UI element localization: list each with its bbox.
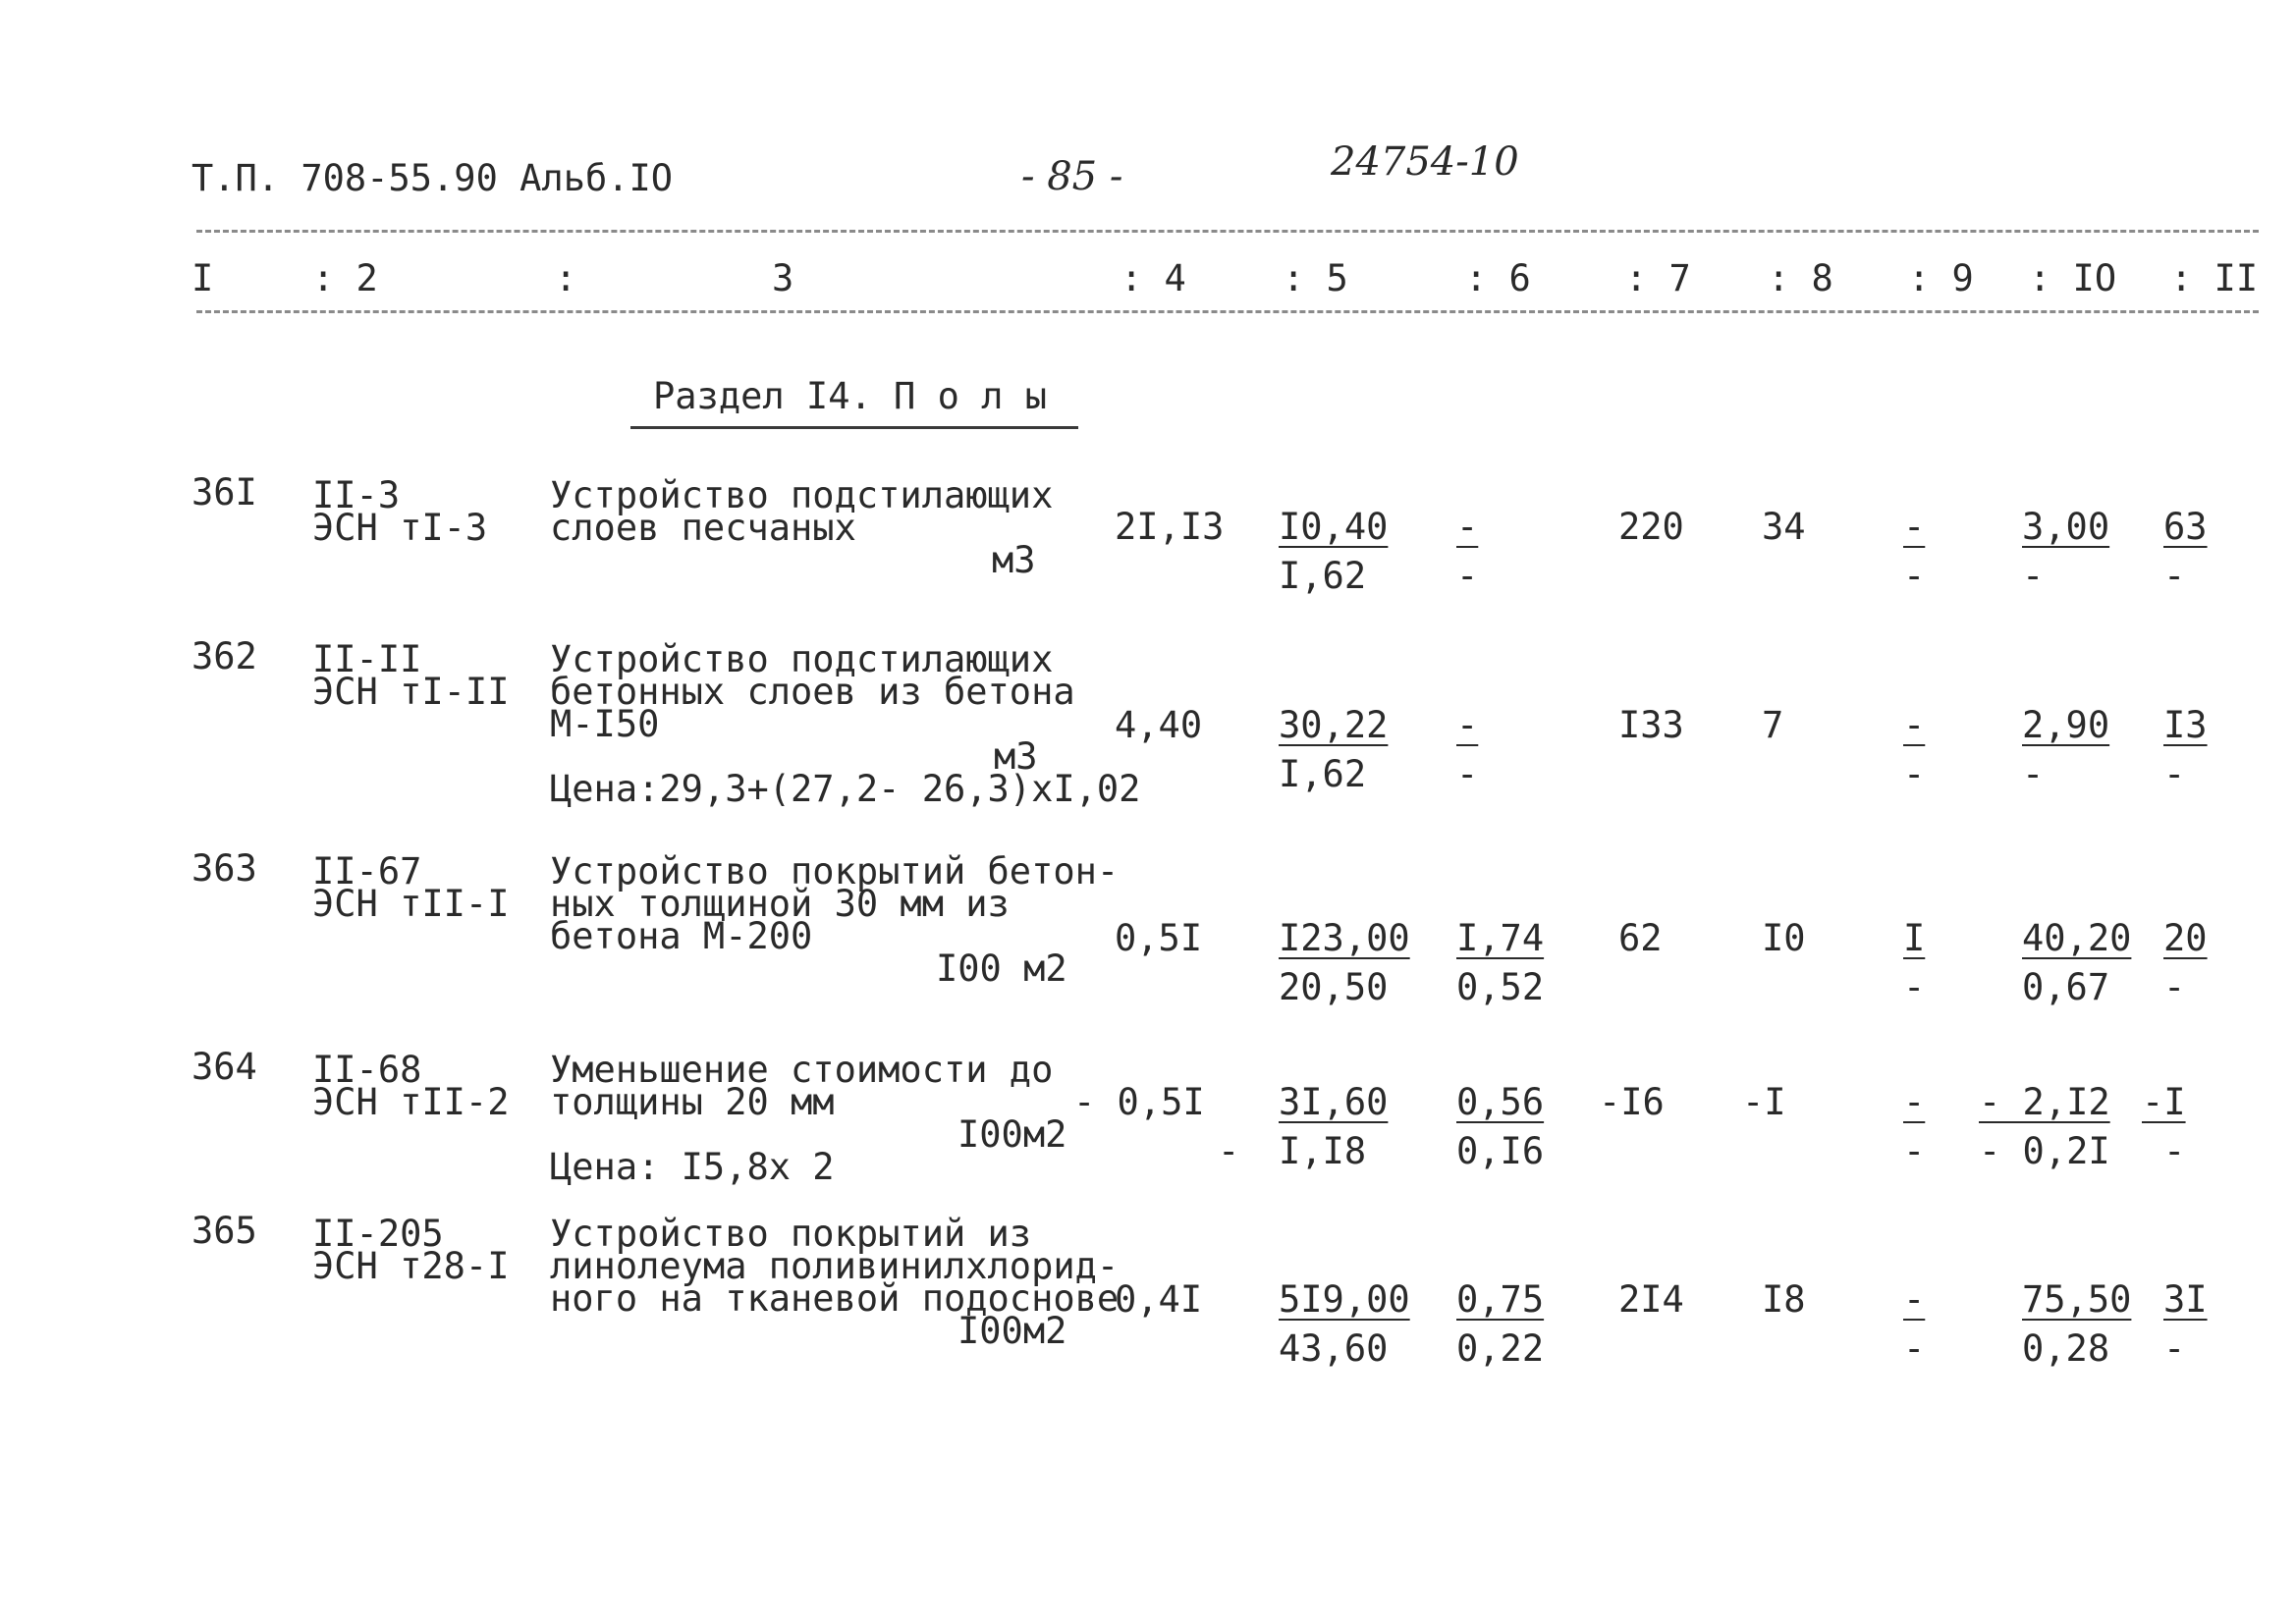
norm-code: II-II xyxy=(312,638,422,680)
column-number: : 7 xyxy=(1625,257,1691,299)
column-8: I8 xyxy=(1762,1278,1806,1321)
norm-catalog-code: ЭСН тII-I xyxy=(312,883,510,925)
column-number: : IO xyxy=(2029,257,2117,299)
column-number: : 8 xyxy=(1768,257,1833,299)
norm-code: II-3 xyxy=(312,474,401,516)
work-description-line: Устройство покрытий из xyxy=(550,1213,1032,1255)
column-6-top: 0,56 xyxy=(1456,1081,1545,1123)
norm-catalog-code: ЭСН тII-2 xyxy=(312,1081,510,1123)
column-11-top: -I xyxy=(2142,1081,2186,1123)
work-description-line: линолеума поливинилхлорид- xyxy=(550,1245,1120,1287)
quantity: 4,40 xyxy=(1115,704,1203,746)
column-10-bottom: 0,28 xyxy=(2022,1327,2110,1370)
column-11-top: 63 xyxy=(2163,506,2208,548)
column-8: 34 xyxy=(1762,506,1806,548)
unit-of-measure: м3 xyxy=(994,735,1038,778)
work-description-line: слоев песчаных xyxy=(550,507,856,549)
quantity: 2I,I3 xyxy=(1115,506,1225,548)
column-11-top: 20 xyxy=(2163,917,2208,959)
column-6-top: 0,75 xyxy=(1456,1278,1545,1321)
column-11-bottom: - xyxy=(2163,966,2186,1008)
column-10-top: 40,20 xyxy=(2022,917,2132,959)
section-title-underline xyxy=(630,426,1078,429)
norm-code: II-67 xyxy=(312,850,422,893)
row-number: 36I xyxy=(191,471,257,514)
column-7: 62 xyxy=(1618,917,1663,959)
column-number: : 6 xyxy=(1465,257,1531,299)
column-number: : xyxy=(555,257,577,299)
column-10-bottom: 0,67 xyxy=(2022,966,2110,1008)
column-number: : 9 xyxy=(1908,257,1974,299)
work-description-line: ного на тканевой подоснове xyxy=(550,1277,1120,1320)
column-8: I0 xyxy=(1762,917,1806,959)
column-6-top: - xyxy=(1456,506,1479,548)
column-number: : 5 xyxy=(1283,257,1348,299)
column-6-bottom: 0,22 xyxy=(1456,1327,1545,1370)
work-description-line: Устройство подстилающих xyxy=(550,638,1054,680)
work-description-line: толщины 20 мм xyxy=(550,1081,835,1123)
norm-code: II-205 xyxy=(312,1213,444,1255)
column-number: : II xyxy=(2170,257,2259,299)
column-6-bottom: 0,I6 xyxy=(1456,1130,1545,1172)
quantity: - 0,5I xyxy=(1073,1081,1205,1123)
quantity: 0,4I xyxy=(1115,1278,1203,1321)
price-formula: Цена:29,3+(27,2- 26,3)хI,02 xyxy=(550,768,1141,810)
column-6-bottom: - xyxy=(1456,555,1479,597)
column-5-top: 3I,60 xyxy=(1279,1081,1389,1123)
header-separator-bottom xyxy=(196,310,2259,313)
column-11-bottom: - xyxy=(2163,1327,2186,1370)
column-11-bottom: - xyxy=(2163,753,2186,795)
work-description-line: бетонных слоев из бетона xyxy=(550,671,1075,713)
column-9-bottom: - xyxy=(1903,1130,1926,1172)
column-9-top: I xyxy=(1903,917,1926,959)
column-11-top: 3I xyxy=(2163,1278,2208,1321)
column-9-bottom: - xyxy=(1903,555,1926,597)
page-number: - 85 - xyxy=(1021,154,1123,199)
column-10-bottom: - xyxy=(2022,753,2045,795)
column-6-bottom: 0,52 xyxy=(1456,966,1545,1008)
work-description-line: Устройство подстилающих xyxy=(550,474,1054,516)
work-description-line: Уменьшение стоимости до xyxy=(550,1049,1054,1091)
unit-of-measure: I00 м2 xyxy=(936,947,1067,990)
column-8: -I xyxy=(1742,1081,1786,1123)
column-10-top: 3,00 xyxy=(2022,506,2110,548)
column-10-top: - 2,I2 xyxy=(1979,1081,2110,1123)
unit-of-measure: I00м2 xyxy=(957,1310,1067,1352)
column-5-bottom: I,62 xyxy=(1279,555,1367,597)
column-5-top: I23,00 xyxy=(1279,917,1410,959)
column-7: 220 xyxy=(1618,506,1684,548)
handwritten-archive-number: 24754-10 xyxy=(1331,139,1519,185)
column-number: : 4 xyxy=(1121,257,1186,299)
column-9-top: - xyxy=(1903,1081,1926,1123)
column-5-top: I0,40 xyxy=(1279,506,1389,548)
column-9-top: - xyxy=(1903,704,1926,746)
norm-code: II-68 xyxy=(312,1049,422,1091)
norm-catalog-code: ЭСН т28-I xyxy=(312,1245,510,1287)
column-9-top: - xyxy=(1903,506,1926,548)
section-title: Раздел I4. П о л ы xyxy=(653,375,1047,417)
column-9-bottom: - xyxy=(1903,753,1926,795)
column-9-top: - xyxy=(1903,1278,1926,1321)
quantity: 0,5I xyxy=(1115,917,1203,959)
norm-catalog-code: ЭСН тI-3 xyxy=(312,507,488,549)
column-9-bottom: - xyxy=(1903,1327,1926,1370)
column-5-top: 5I9,00 xyxy=(1279,1278,1410,1321)
column-6-top: I,74 xyxy=(1456,917,1545,959)
work-description-line: бетона М-200 xyxy=(550,915,813,957)
column-5-bottom: I,62 xyxy=(1279,753,1367,795)
column-5-bottom: 20,50 xyxy=(1279,966,1389,1008)
document-reference: Т.П. 708-55.90 Альб.IO xyxy=(191,157,674,199)
column-11-top: I3 xyxy=(2163,704,2208,746)
column-5-minus-sign: - xyxy=(1218,1130,1240,1172)
norm-catalog-code: ЭСН тI-II xyxy=(312,671,510,713)
column-10-top: 2,90 xyxy=(2022,704,2110,746)
column-5-top: 30,22 xyxy=(1279,704,1389,746)
column-8: 7 xyxy=(1762,704,1784,746)
row-number: 362 xyxy=(191,635,257,677)
unit-of-measure: I00м2 xyxy=(957,1113,1067,1156)
column-7: 2I4 xyxy=(1618,1278,1684,1321)
row-number: 363 xyxy=(191,847,257,890)
work-description-line: ных толщиной 30 мм из xyxy=(550,883,1010,925)
price-formula: Цена: I5,8х 2 xyxy=(550,1146,835,1188)
column-9-bottom: - xyxy=(1903,966,1926,1008)
column-11-bottom: - xyxy=(2163,555,2186,597)
column-number: : 2 xyxy=(312,257,378,299)
column-10-top: 75,50 xyxy=(2022,1278,2132,1321)
row-number: 364 xyxy=(191,1046,257,1088)
column-number: I xyxy=(191,257,214,299)
column-10-bottom: - xyxy=(2022,555,2045,597)
work-description-line: Устройство покрытий бетон- xyxy=(550,850,1120,893)
column-5-bottom: 43,60 xyxy=(1279,1327,1389,1370)
column-6-bottom: - xyxy=(1456,753,1479,795)
column-7: I33 xyxy=(1618,704,1684,746)
column-number: 3 xyxy=(772,257,794,299)
column-11-bottom: - xyxy=(2163,1130,2186,1172)
header-separator-top xyxy=(196,230,2259,233)
column-5-bottom: I,I8 xyxy=(1279,1130,1367,1172)
column-10-bottom: - 0,2I xyxy=(1979,1130,2110,1172)
row-number: 365 xyxy=(191,1210,257,1252)
column-7: -I6 xyxy=(1599,1081,1665,1123)
work-description-line: М-I50 xyxy=(550,703,660,745)
unit-of-measure: м3 xyxy=(992,539,1036,581)
column-6-top: - xyxy=(1456,704,1479,746)
